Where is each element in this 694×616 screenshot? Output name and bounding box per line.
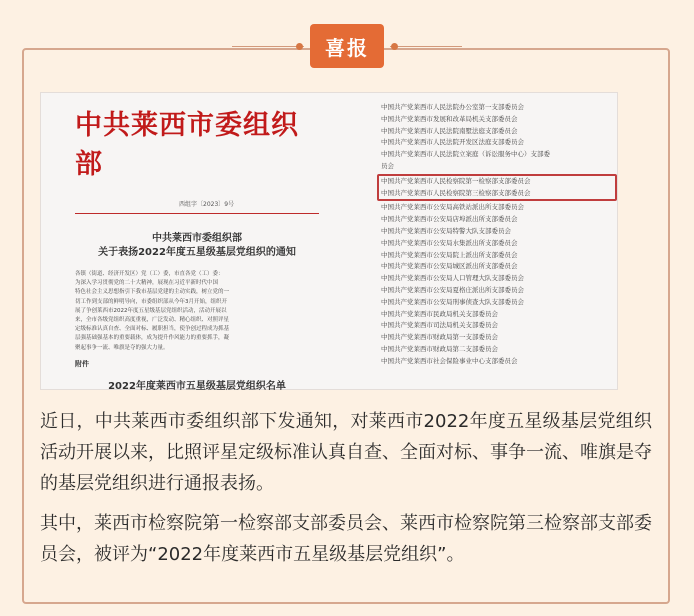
list-item: 中国共产党莱西市司法局机关支部委员会 xyxy=(381,321,498,330)
list-item: 中国共产党莱西市公安局城区派出所支部委员会 xyxy=(381,262,518,271)
document-image xyxy=(40,92,618,390)
list-item: 切工作到支部的鲜明导向，市委组织部从今年3月开始，组织开 xyxy=(75,298,228,305)
list-item: 中国共产党莱西市公安局院上派出所支部委员会 xyxy=(381,250,518,259)
list-item: 中国共产党莱西市公安局夏格庄派出所支部委员会 xyxy=(381,285,524,294)
list-item: 定级标准认真自查、全面对标、履职担当，使争创过程成为抓基 xyxy=(75,326,230,333)
good-news-badge xyxy=(310,24,384,68)
list-item: 中国共产党莱西市财政局第二支部委员会 xyxy=(381,344,498,353)
list-item: 中国共产党莱西市人民检察院第一检察部支部委员会 xyxy=(381,176,531,185)
list-item: 中国共产党莱西市发展和改革局机关支部委员会 xyxy=(381,114,518,123)
notice-subheading: 关于表扬2022年度五星级基层党组织的通知 xyxy=(98,247,296,258)
header-dot-right xyxy=(391,43,398,50)
list-item: 中国共产党莱西市公安局人口管理大队支部委员会 xyxy=(381,274,524,283)
list-item: 中国共产党莱西市公安局店埠派出所支部委员会 xyxy=(381,215,518,224)
list-item: 聚起事争一流、唯旗是夺的强大力量。 xyxy=(75,344,169,351)
header-line-right xyxy=(390,46,462,47)
list-item: 中国共产党莱西市公安局水集派出所支部委员会 xyxy=(381,238,518,247)
list-item: 中国共产党莱西市人民法院办公室第一支部委员会 xyxy=(381,103,524,111)
list-item: 员会 xyxy=(381,161,394,170)
list-item: 中国共产党莱西市民政局机关支部委员会 xyxy=(381,309,498,318)
list-item: 为深入学习贯彻党的二十大精神，展现在习近平新时代中国 xyxy=(75,280,219,287)
attachment-label: 附件 xyxy=(75,359,89,368)
badge-text: 喜报 xyxy=(325,35,369,60)
list-item: 中国共产党莱西市公安局特警大队支部委员会 xyxy=(381,226,511,235)
header-ribbon xyxy=(0,24,694,68)
highlighted-orgs xyxy=(377,174,617,202)
header-dot-left xyxy=(296,43,303,50)
list-item: 中国共产党莱西市人民法院立案庭（诉讼服务中心）支部委 xyxy=(381,150,550,159)
org-list-before xyxy=(381,102,611,173)
list-item: 中国共产党莱西市社会保险事业中心支部委员会 xyxy=(381,356,518,365)
red-divider xyxy=(75,213,319,214)
org-title: 中共莱西市委组织部 xyxy=(75,110,299,180)
list-item: 中国共产党莱西市公安局刑事侦查大队支部委员会 xyxy=(381,297,524,306)
doc-number: 西组字〔2023〕9号 xyxy=(179,201,235,208)
list-item: 中国共产党莱西市财政局第一支部委员会 xyxy=(381,333,498,342)
list-item: 中国共产党莱西市公安局高铁站派出所支部委员会 xyxy=(381,203,524,212)
list-item: 展了争创莱西市2022年度五星级基层党组织活动，活动开展以 xyxy=(75,307,227,314)
list-item: 特色社会主义思想指引下我市基层党建的主动实践，树立党的一 xyxy=(75,289,230,296)
list-item: 中国共产党莱西市人民法院南墅法庭支部委员会 xyxy=(381,126,518,135)
paragraph-1: 近日，中共莱西市委组织部下发通知，对莱西市2022年度五星级基层党组织活动开展以来，比照评星定级标准认真自查、全面对标、事争一流、唯旗是夺的基层党组织进行通报表扬。 xyxy=(40,411,652,494)
notice-body xyxy=(75,270,319,353)
paragraph-2: 其中，莱西市检察院第一检察部支部委员会、莱西市检察院第三检察部支部委员会，被评为“2022年度莱西市五星级基层党组织”。 xyxy=(40,513,652,565)
list-heading: 2022年度莱西市五星级基层党组织名单 xyxy=(108,380,286,392)
list-item: 中国共产党莱西市人民检察院第三检察部支部委员会 xyxy=(381,188,531,197)
document-left-page xyxy=(75,103,319,392)
list-item: 层强基础强基本的重要载体，成为提升作风能力的重要抓手，凝 xyxy=(75,335,230,342)
list-item: 来，全市各级党组织高度重视，广泛发动、精心组织、对照评星 xyxy=(75,317,230,324)
header-line-left xyxy=(232,46,304,47)
document-right-page xyxy=(381,102,611,368)
notice-heading: 中共莱西市委组织部 xyxy=(152,233,242,244)
list-item: 各镇（街道、经济开发区）党（工）委，市直各党（工）委： xyxy=(75,271,224,277)
list-item: 中国共产党莱西市人民法院开发区法庭支部委员会 xyxy=(381,138,524,147)
org-list-after xyxy=(381,202,611,367)
